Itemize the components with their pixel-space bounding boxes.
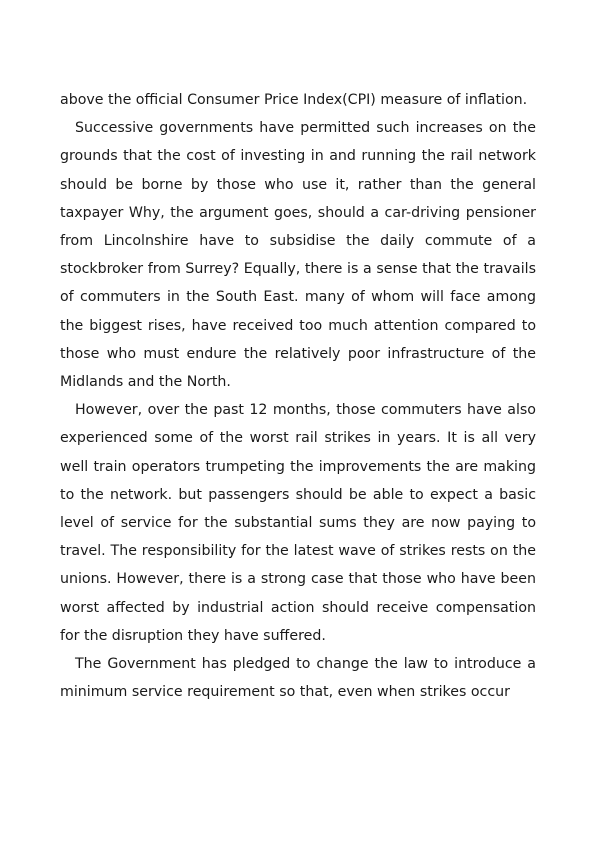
paragraph-successive-governments: Successive governments have permitted such increases on the grounds that the cost of investing in and running the rail network should be borne by those who use it, rather than the general taxpayer Why, the argument goes, should a car-driving pensioner from Lincolnshire have to subsidise the daily commute of a stockbroker from Surrey? Equally, there is a sense that the travails of commuters in the South East. many of whom will face among the biggest rises, have received too much attention compared to those who must endure the relatively poor infrastructure of the Midlands and the North. [60, 120, 536, 391]
paragraph-rail-strikes: However, over the past 12 months, those commuters have also experienced some of the worst rail strikes in years. It is all very well train operators trumpeting the improvements the are making to the network. but passengers should be able to expect a basic level of service for the substantial sums they are now paying to travel. The responsibility for the latest wave of strikes rests on the unions. However, there is a strong case that those who have been worst affected by industrial action should receive compensation for the disruption they have suffered. [60, 402, 536, 644]
body-text [60, 86, 536, 706]
paragraph-minimum-service: The Government has pledged to change the law to introduce a minimum service requirement so that, even when strikes occur [60, 656, 536, 701]
paragraph-continuation: above the official Consumer Price Index(CPI) measure of inflation. [60, 92, 528, 108]
